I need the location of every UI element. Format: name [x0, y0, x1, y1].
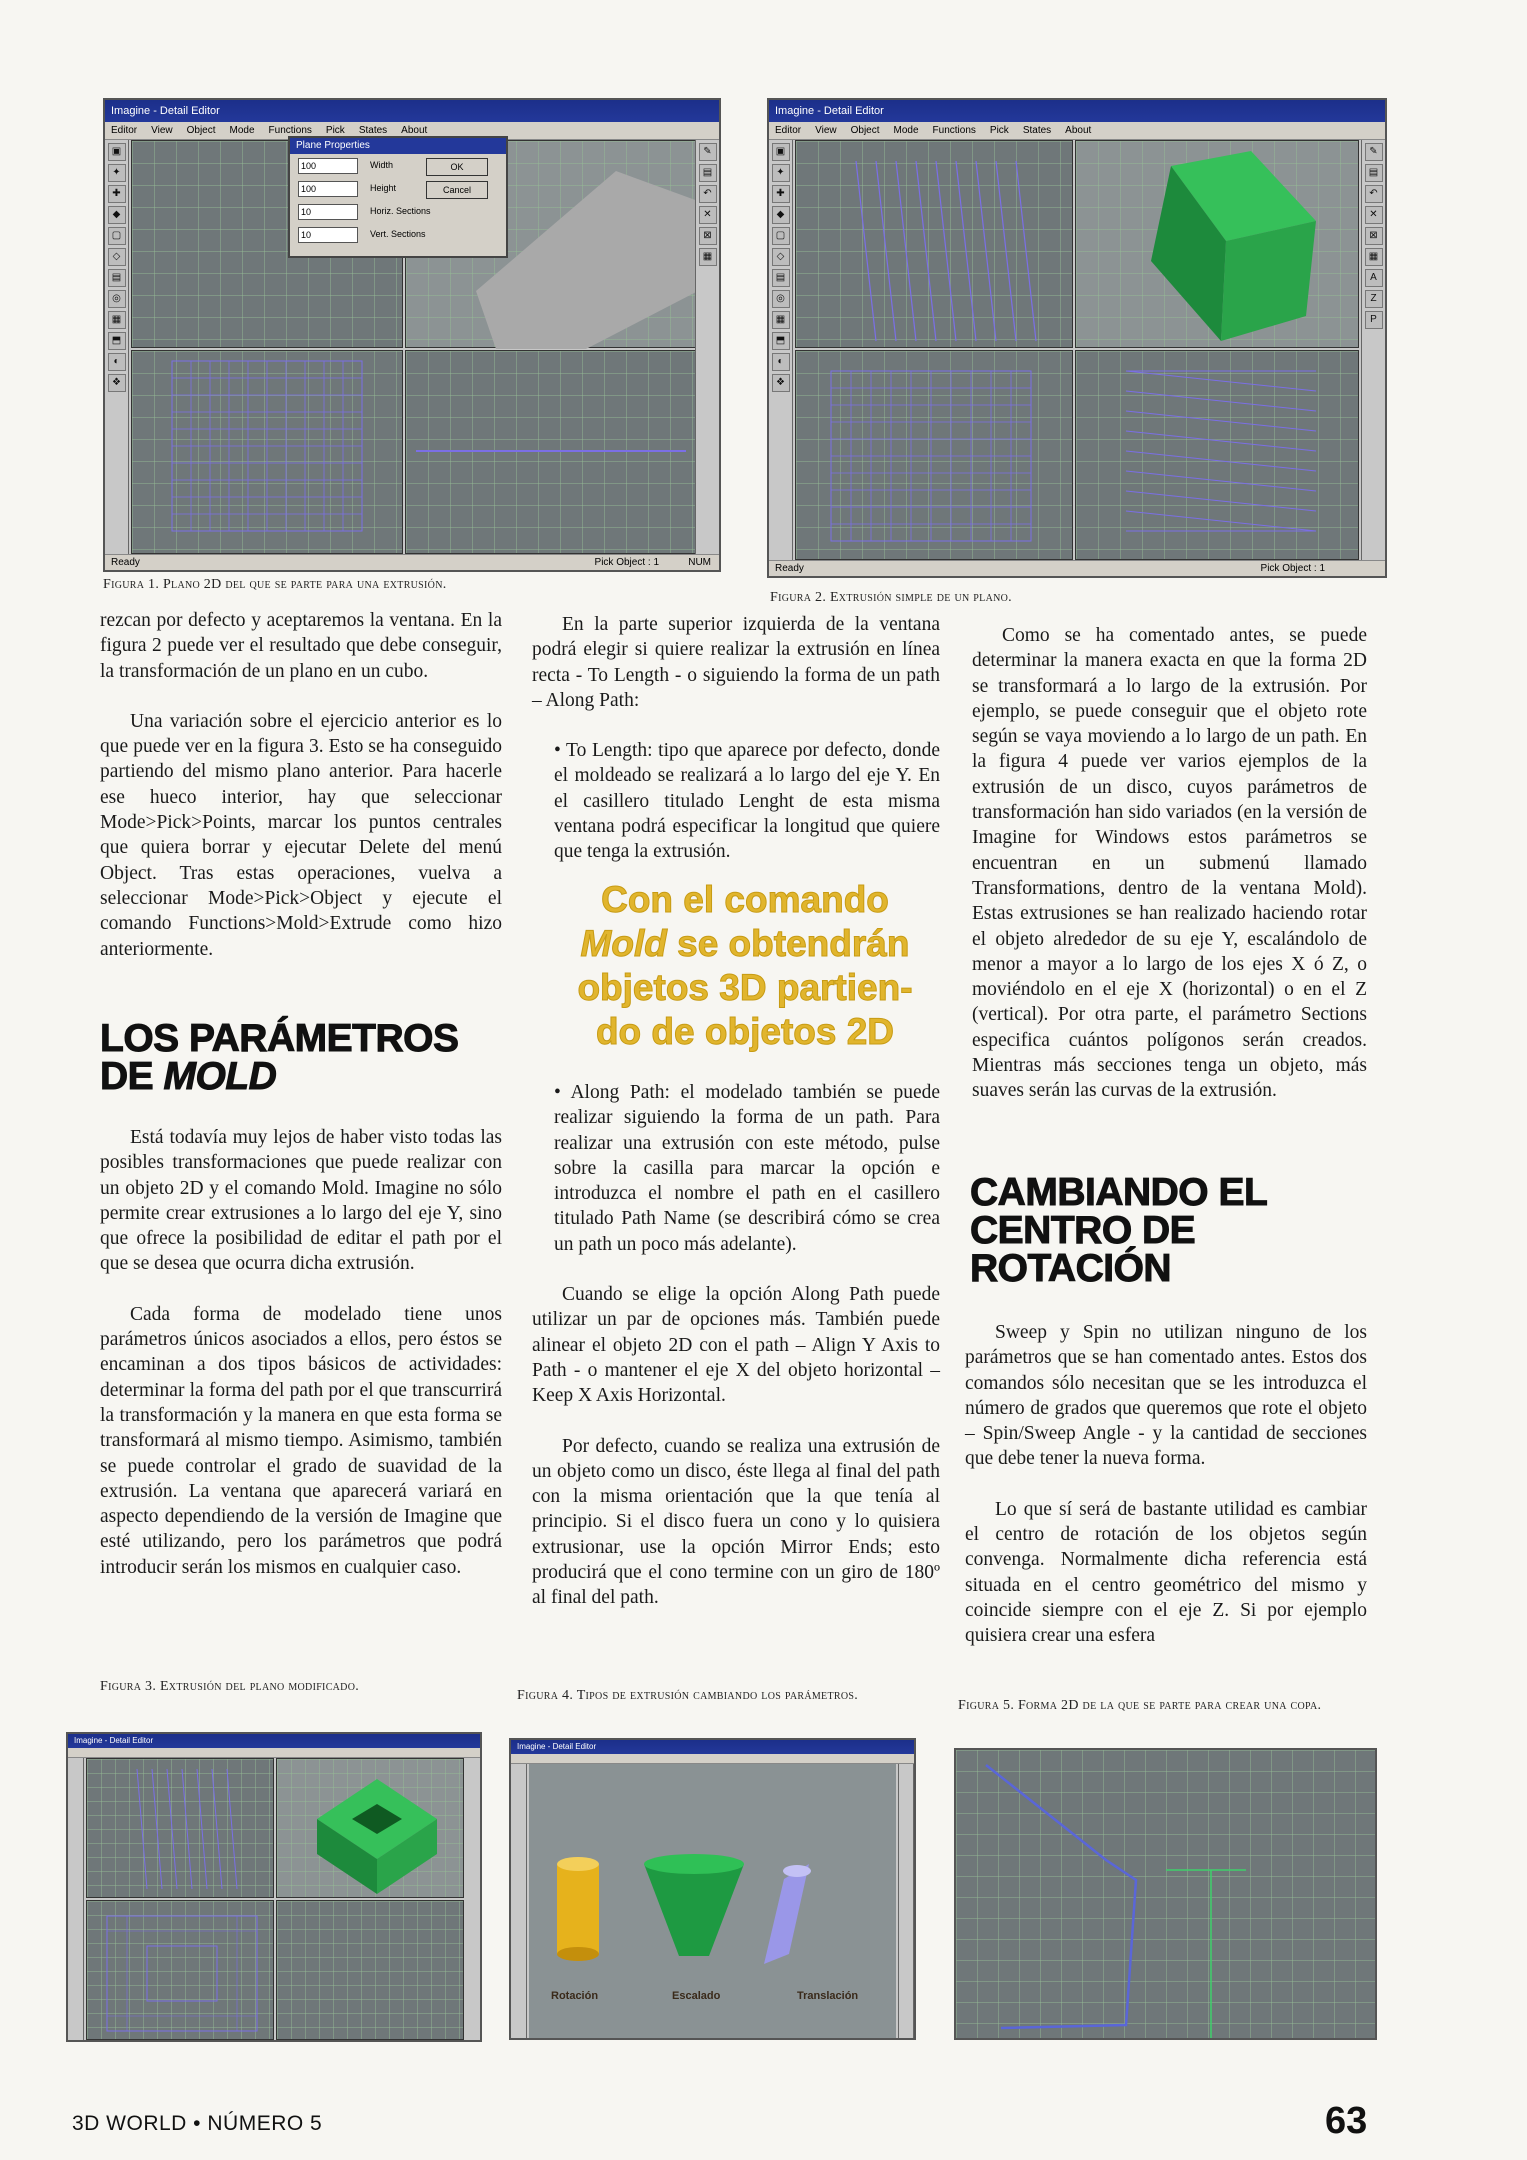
menu-item[interactable]: About [1065, 125, 1092, 136]
heading-line: LOS PARÁMETROS [100, 1017, 459, 1060]
tool-icon[interactable]: ▤ [699, 164, 717, 182]
column-3-lower [965, 1320, 1367, 1674]
paragraph: Cada forma de modelado tiene unos parámetros únicos asociados a ellos, pero éstos se encaminan a dos tipos básicos de actividades: determinar la forma del path por el que transcurrirá la transformación y la manera en que esta forma se transformará al mismo tiempo. Asimismo, también se puede controlar el grado de suavidad de la extrusión. La ventana que aparecerá variará en aspecto dependiendo de la versión de Imagine que esté utilizando, pero los parámetros que podrá introducir serán los mismos en cualquier caso. [100, 1303, 502, 1578]
tool-icon[interactable]: ▤ [772, 269, 790, 287]
tool-icon[interactable]: ◎ [108, 290, 126, 308]
column-1-lower [100, 1125, 502, 1605]
tool-icon[interactable]: ▤ [1365, 164, 1383, 182]
tool-icon[interactable]: ✎ [699, 143, 717, 161]
section-heading-mold [100, 1017, 520, 1098]
tool-icon[interactable]: ✕ [699, 206, 717, 224]
hollow-green-cube [277, 1759, 465, 1899]
pull-quote [545, 878, 945, 1054]
pull-line-italic: Mold [580, 923, 667, 964]
cup-profile-shape [956, 1750, 1375, 2038]
figure-4-screenshot [509, 1738, 916, 2040]
figure-4-caption: Figura 4. Tipos de extrusión cambiando los parámetros. [517, 1688, 858, 1703]
right-toolbar [1361, 140, 1385, 560]
column-2-lower [532, 1080, 940, 1636]
tool-icon[interactable]: ◇ [108, 248, 126, 266]
tool-icon[interactable]: ⬒ [108, 332, 126, 350]
tool-icon[interactable]: ◆ [772, 206, 790, 224]
tool-icon[interactable]: ◇ [772, 248, 790, 266]
window-title: Imagine - Detail Editor [68, 1734, 480, 1748]
tool-icon[interactable]: ▣ [108, 143, 126, 161]
tool-icon[interactable]: ▦ [1365, 248, 1383, 266]
paragraph: Como se ha comentado antes, se puede determinar la manera exacta en que la forma 2D se transformará a lo largo de la extrusión. Por ejemplo, se puede conseguir que el objeto rote según se vaya moviendo a lo largo de un path. En la figura 4 puede ver varios ejemplos de la extrusión de un disco, cuyos parámetros de transformación han sido variados (en la versión de Imagine for Windows estos parámetros se encuentran en un submenú llamado Transformations, dentro de la ventana Mold). Estas extrusiones se han realizado haciendo rotar el objeto alrededor de su eje Y, escalándolo de menor a mayor a lo largo de los ejes X ó Z, o moviéndolo en el eje X (horizontal) o en el Z (vertical). Por otra parte, el parámetro Sections especifica cuántos polígonos serán creados. Mientras más secciones tenga un objeto, más suaves serán las curvas de la extrusión. [972, 625, 1367, 1102]
column-2 [532, 612, 940, 875]
tool-icon[interactable]: ▣ [772, 143, 790, 161]
status-num: NUM [688, 557, 711, 568]
heading-line-italic: MOLD [163, 1055, 277, 1098]
paragraph: Una variación sobre el ejercicio anterior es lo que puede ver en la figura 3. Esto se ha conseguido partiendo del mismo plano anterior. Para hacerle ese hueco interior, hay que seleccionar Mode>Pick>Points, marcar los puntos centrales que quiera borrar y ejecutar Delete del menú Object. Tras estas operaciones, vuelva a seleccionar Mode>Pick>Object y ejecute el comando Functions>Mold>Extrude como hizo anteriormente. [100, 710, 502, 960]
green-cube [1076, 141, 1360, 349]
window-title: Imagine - Detail Editor [511, 1740, 914, 1754]
paragraph: En la parte superior izquierda de la ventana podrá elegir si quiere realizar la extrusión en línea recta - To Length - o siguiendo la forma de un path – Along Path: [532, 614, 940, 711]
menu-item[interactable]: Functions [932, 125, 976, 136]
status-ready: Ready [111, 557, 140, 568]
label-rotacion: Rotación [551, 1990, 599, 2002]
menu-item[interactable]: Editor [111, 125, 138, 136]
cancel-button[interactable]: Cancel [426, 181, 488, 199]
tool-icon[interactable]: ✚ [772, 185, 790, 203]
section-heading-rotation [970, 1171, 1390, 1290]
horiz-sections-label: Horiz. Sections [370, 206, 431, 216]
page-number: 63 [1325, 2100, 1368, 2142]
width-label: Width [370, 160, 394, 170]
viewport-front[interactable] [795, 350, 1073, 560]
pull-line: objetos 3D partien- [577, 967, 913, 1008]
tool-icon[interactable]: ✦ [772, 164, 790, 182]
tool-icon[interactable]: ↶ [699, 185, 717, 203]
tool-icon[interactable]: ✚ [108, 185, 126, 203]
vert-sections-label: Vert. Sections [370, 229, 426, 239]
status-pick: Pick Object : 1 [594, 557, 659, 568]
paragraph: Lo que sí será de bastante utilidad es cambiar el centro de rotación de los objetos según convenga. Normalmente dicha referencia está situada en el centro geométrico del mismo y coincide siempre con el eje Z. Si por ejemplo quisiera crear una esfera [965, 1498, 1367, 1647]
tool-icon[interactable]: ✦ [108, 164, 126, 182]
status-bar [769, 560, 1385, 576]
height-label: Height [370, 183, 397, 193]
menu-item[interactable]: View [815, 125, 837, 136]
vert-sections-input[interactable] [298, 227, 358, 243]
viewport-perspective[interactable] [1075, 140, 1359, 348]
figure-5-caption: Figura 5. Forma 2D de la que se parte para crear una copa. [958, 1698, 1322, 1713]
paragraph: Cuando se elige la opción Along Path puede utilizar un par de opciones más. También puede alinear el objeto 2D con el path – Align Y Axis to Path - o mantener el eje X del objeto horizontal – Keep X Axis Horizontal. [532, 1284, 940, 1407]
hollow-grid-shape [87, 1901, 275, 2041]
pull-line: Con el comando [601, 879, 889, 920]
viewport-perspective[interactable] [276, 1758, 464, 1898]
magazine-footer: 3D WORLD • NÚMERO 5 [72, 2112, 323, 2135]
heading-line: CAMBIANDO EL [970, 1171, 1268, 1214]
horiz-sections-input[interactable] [298, 204, 358, 220]
menu-item[interactable]: Object [186, 125, 216, 136]
window-title: Imagine - Detail Editor [105, 100, 719, 122]
plane-edge-line [406, 351, 698, 555]
figure-3-screenshot [66, 1732, 482, 2042]
right-toolbar [898, 1764, 914, 2038]
viewport-side[interactable] [1075, 350, 1359, 560]
tool-icon[interactable]: ↶ [1365, 185, 1383, 203]
menu-item[interactable]: States [1022, 125, 1052, 136]
menu-item[interactable]: States [358, 125, 388, 136]
viewport-front[interactable] [131, 350, 403, 554]
label-escalado: Escalado [672, 1990, 721, 2002]
figure-1-screenshot [103, 98, 721, 572]
status-bar [105, 554, 719, 570]
menu-bar [769, 122, 1385, 140]
width-input[interactable] [298, 158, 358, 174]
paragraph: Está todavía muy lejos de haber visto todas las posibles transformaciones que puede realizar con un objeto 2D y el comando Mold. Imagine no sólo permite crear extrusiones a lo largo del eje Y, sino que ofrece la posibilidad de editar el path por el que se desea que ocurra dicha extrusión. [100, 1127, 502, 1275]
menu-item[interactable]: About [401, 125, 428, 136]
bullet-to-length: • To Length: tipo que aparece por defecto, donde el moldeado se realizará a lo largo del eje Y. En el casillero titulado Lenght de esta misma ventana podrá especificar la longitud que quiere que tenga la extrusión. [554, 740, 940, 863]
zigzag-lines [1076, 351, 1360, 561]
tool-icon[interactable]: ◆ [108, 206, 126, 224]
tool-icon[interactable]: ◐ [772, 353, 790, 371]
tool-icon[interactable]: ◎ [772, 290, 790, 308]
status-pick: Pick Object : 1 [1260, 563, 1325, 574]
heading-line: DE [100, 1055, 164, 1098]
column-1 [100, 608, 502, 987]
menu-item[interactable]: View [151, 125, 173, 136]
figure-2-screenshot [767, 98, 1387, 578]
tool-icon[interactable]: ▦ [772, 311, 790, 329]
figure-3-caption: Figura 3. Extrusión del plano modificado. [100, 1679, 360, 1694]
menu-item[interactable]: Mode [229, 125, 255, 136]
paragraph: Por defecto, cuando se realiza una extrusión de un objeto como un disco, éste llega al final del path con la misma orientación que la que tenía al principio. Si el disco fuera un cono y lo quisiera extrusionar, use la opción Mirror Ends; esto producirá que el cono termine con un giro de 180º al final del path. [532, 1435, 940, 1609]
extruded-lines [87, 1759, 275, 1899]
viewport-top[interactable] [795, 140, 1073, 348]
left-toolbar [511, 1764, 527, 2038]
dialog-title: Plane Properties [290, 138, 506, 154]
menu-item[interactable]: Editor [775, 125, 802, 136]
heading-line: CENTRO DE [970, 1209, 1196, 1252]
bullet-along-path: • Along Path: el modelado también se puede realizar siguiendo la forma de un path. Para realizar una extrusión con este método, pulse sobre la casilla para marcar la opción e introduzca el nombre el path en el casillero titulado Path Name (se describirá cómo se crea un path un poco más adelante). [554, 1082, 940, 1255]
left-toolbar [105, 140, 129, 554]
tool-icon[interactable]: ▢ [772, 227, 790, 245]
figure-2-caption: Figura 2. Extrusión simple de un plano. [770, 590, 1012, 605]
left-toolbar [769, 140, 793, 560]
tool-icon[interactable]: ❖ [772, 374, 790, 392]
tool-icon[interactable]: ◐ [108, 353, 126, 371]
left-toolbar [68, 1758, 84, 2040]
ok-button[interactable]: OK [426, 158, 488, 176]
tool-p[interactable]: P [1365, 311, 1383, 329]
window-title: Imagine - Detail Editor [769, 100, 1385, 122]
viewport-side[interactable] [276, 1900, 464, 2040]
tool-a[interactable]: A [1365, 269, 1383, 287]
grid-shape [796, 351, 1074, 561]
viewport-top[interactable] [86, 1758, 274, 1898]
viewport-side[interactable] [405, 350, 697, 554]
menu-item[interactable]: Functions [268, 125, 312, 136]
tool-icon[interactable]: ✎ [1365, 143, 1383, 161]
tool-icon[interactable]: ⊠ [699, 227, 717, 245]
viewport-front[interactable] [86, 1900, 274, 2040]
menu-bar [511, 1754, 914, 1764]
plane-properties-dialog [288, 136, 508, 258]
tool-z[interactable]: Z [1365, 290, 1383, 308]
pull-line: do de objetos 2D [595, 1011, 895, 1052]
tool-icon[interactable]: ▢ [108, 227, 126, 245]
menu-item[interactable]: Pick [325, 125, 345, 136]
height-input[interactable] [298, 181, 358, 197]
tool-icon[interactable]: ✕ [1365, 206, 1383, 224]
tool-icon[interactable]: ▦ [699, 248, 717, 266]
menu-item[interactable]: Object [850, 125, 880, 136]
heading-line: ROTACIÓN [970, 1247, 1172, 1290]
figure-1-caption: Figura 1. Plano 2D del que se parte para una extrusión. [103, 577, 447, 592]
tool-icon[interactable]: ⊠ [1365, 227, 1383, 245]
menu-bar [68, 1748, 480, 1758]
menu-item[interactable]: Pick [989, 125, 1009, 136]
status-ready: Ready [775, 563, 804, 574]
plane-grid-shape [132, 351, 404, 555]
paragraph: Sweep y Spin no utilizan ninguno de los parámetros que se han comentado antes. Estos dos comandos sólo necesitan que se les introduzca el número de grados que queremos que rote el objeto – Spin/Sweep Angle - y la cantidad de secciones que debe tener la nueva forma. [965, 1322, 1367, 1470]
tool-icon[interactable]: ❖ [108, 374, 126, 392]
render-viewport [529, 1764, 896, 2038]
tool-icon[interactable]: ⬒ [772, 332, 790, 350]
tool-icon[interactable]: ▤ [108, 269, 126, 287]
column-3 [972, 623, 1367, 1129]
extruded-lines [796, 141, 1074, 349]
right-toolbar [695, 140, 719, 554]
pull-line: se obtendrán [666, 923, 910, 964]
paragraph: rezcan por defecto y aceptaremos la ventana. En la figura 2 puede ver el resultado que debe conseguir, la transformación de un plano en un cubo. [100, 610, 502, 682]
menu-item[interactable]: Mode [893, 125, 919, 136]
label-translacion: Translación [797, 1990, 859, 2002]
tool-icon[interactable]: ▦ [108, 311, 126, 329]
figure-5-screenshot [954, 1748, 1377, 2040]
